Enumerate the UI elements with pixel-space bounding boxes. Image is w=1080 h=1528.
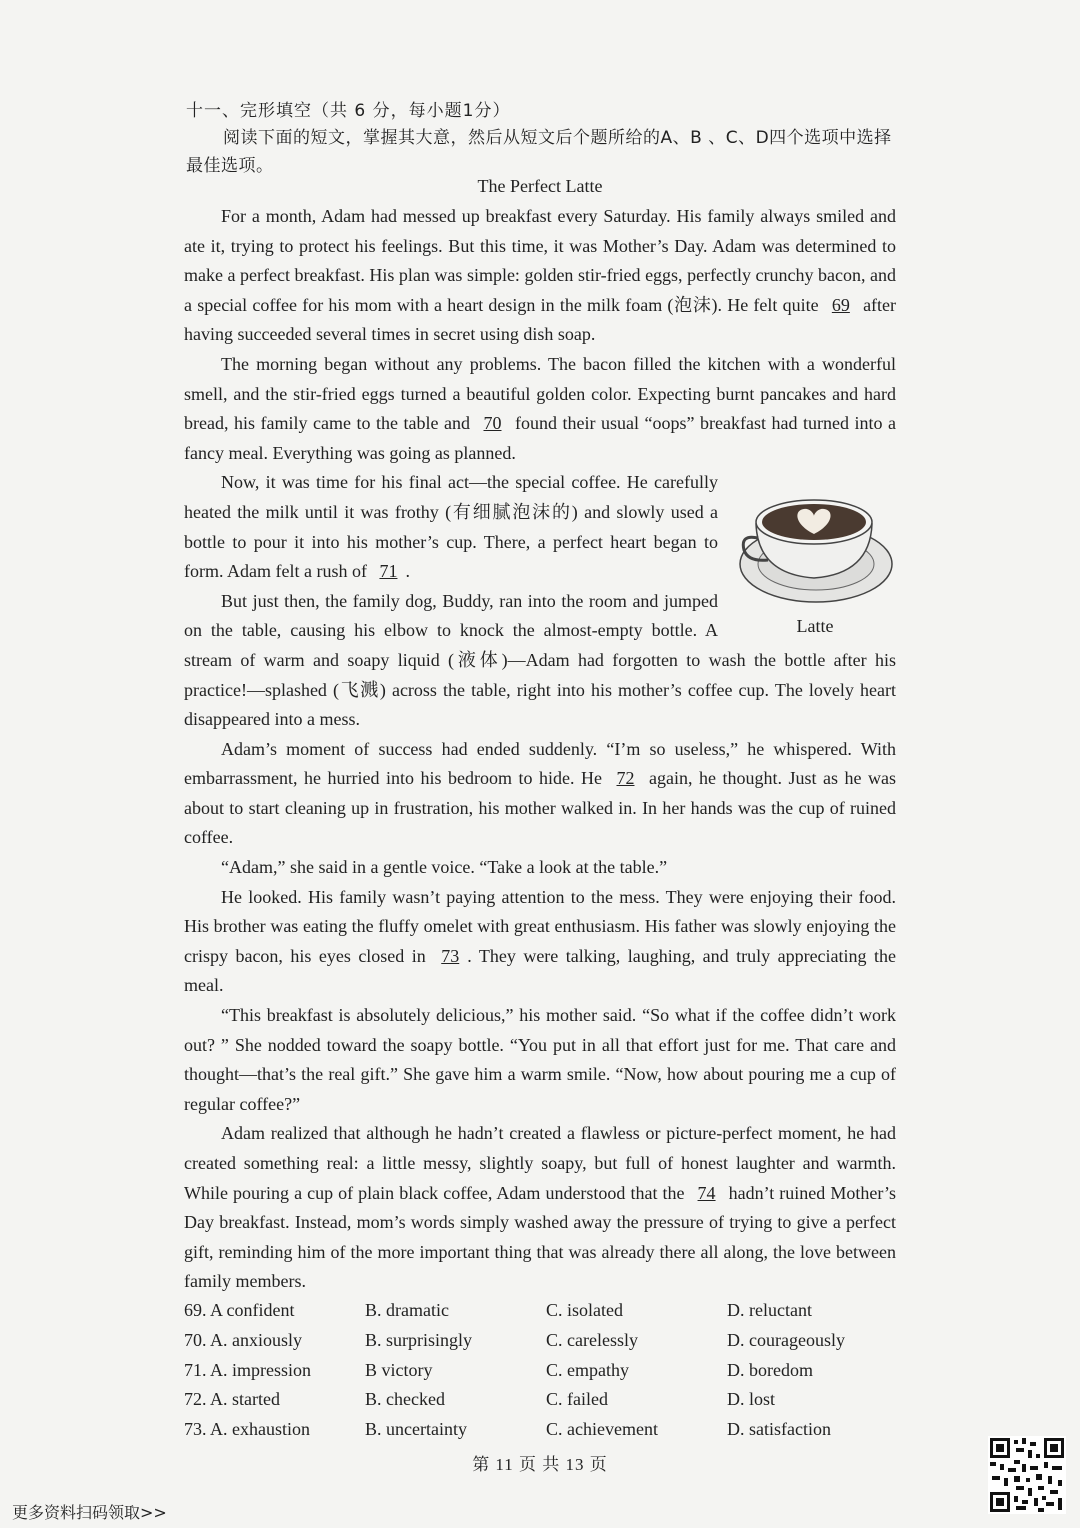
page-number: 第 11 页 共 13 页	[472, 1455, 608, 1474]
option: C. failed	[546, 1389, 608, 1410]
paragraph-1	[184, 202, 896, 350]
paragraph-text: He looked. His family wasn’t paying attention to the mess. They were enjoying their food. His brother was eating the fluffy omelet with great enthusiasm. His father was slowly enjoying the crispy bacon, his eyes closed in	[184, 886, 896, 966]
paragraph-text: again, he thought. Just as he was about to start cleaning up in frustration, his mother walked in. In her hands was the cup of ruined coffee.	[184, 768, 897, 848]
option: B. surprisingly	[365, 1330, 473, 1351]
instructions: 阅读下面的短文，掌握其大意，然后从短文后个题所给的A、B 、C、D四个选项中选择最佳选项。	[186, 128, 892, 176]
option: D. courageously	[727, 1330, 845, 1351]
blank-73: 73	[441, 945, 460, 966]
passage-title: The Perfect Latte	[477, 176, 603, 196]
more-resources-link[interactable]: 更多资料扫码领取>>	[12, 1503, 167, 1522]
option: C. isolated	[546, 1300, 623, 1321]
option: B. checked	[365, 1389, 445, 1410]
option: 73. A. exhaustion	[184, 1419, 310, 1440]
blank-72: 72	[616, 768, 635, 789]
blank-71: 71	[379, 561, 398, 582]
option: 71. A. impression	[184, 1359, 312, 1380]
paragraph-4: But just then, the family dog, Buddy, ran into the room and jumped on the table, causing his elbow to knock the almost-empty bottle. A stream of warm and soapy liquid (液体)—Adam had forgotten to wash the bottle after his practice!—splashed (飞溅) across the table, right into his mother’s coffee cup. The lovely heart disappeared into a mess.	[184, 590, 896, 730]
paragraph-text: Adam realized that although he hadn’t created a flawless or picture-perfect moment, he had created something real: a little messy, slightly soapy, but full of honest laughter and warmth. While pouring a cup of plain black coffee, Adam understood that the	[184, 1123, 896, 1203]
paragraph-7	[184, 883, 896, 1001]
paragraph-text: after having succeeded several times in secret using dish soap.	[184, 294, 897, 345]
option: D. reluctant	[727, 1300, 812, 1321]
paragraph-text: The morning began without any problems. The bacon filled the kitchen with a wonderful smell, and the stir-fried eggs turned a beautiful golden color. Expecting burnt pancakes and hard bread, his family came to the table and	[184, 353, 896, 434]
qr-code-icon[interactable]	[988, 1436, 1066, 1514]
option: 70. A. anxiously	[184, 1330, 303, 1351]
option: C. carelessly	[546, 1330, 638, 1351]
option: 72. A. started	[184, 1389, 280, 1410]
blank-70: 70	[483, 413, 502, 434]
question-71-options	[184, 1355, 914, 1385]
passage	[184, 202, 896, 1297]
option: B victory	[365, 1359, 433, 1380]
paragraph-text: Now, it was time for his final act—the special coffee. He carefully heated the milk until it was frothy (有细腻泡沫的) and slowly used a bottle to pour it into his mother’s cup. There, a perfect heart began to form. Adam felt a rush of	[184, 472, 718, 582]
paragraph-text: . They were talking, laughing, and truly appreciating the meal.	[184, 945, 896, 996]
section-title: 十一、完形填空（共 6 分，每小题1分）	[186, 101, 511, 121]
option: 69. A confident	[184, 1300, 295, 1321]
question-70-options	[184, 1326, 914, 1356]
option: D. lost	[727, 1389, 776, 1410]
answer-options	[184, 1296, 914, 1444]
latte-cup-illustration	[734, 476, 896, 608]
option: D. satisfaction	[727, 1419, 831, 1440]
paragraph-6: “Adam,” she said in a gentle voice. “Take a look at the table.”	[221, 857, 668, 878]
paragraph-text: .	[405, 561, 410, 582]
option: B. uncertainty	[365, 1419, 467, 1440]
paragraph-2	[184, 350, 896, 468]
option: B. dramatic	[365, 1300, 449, 1321]
paragraph-8: “This breakfast is absolutely delicious,” his mother said. “So what if the coffee didn’t work out? ” She nodded toward the soapy bottle. “You put in all that effort just for me. That care and thought—that’s the real gift.” She gave him a warm smile. “Now, how about pouring me a cup of regular coffee?”	[184, 1005, 896, 1114]
figure-caption: Latte	[796, 616, 834, 637]
blank-74: 74	[697, 1182, 716, 1203]
blank-69: 69	[831, 294, 850, 315]
option: C. empathy	[546, 1359, 629, 1380]
question-72-options	[184, 1385, 914, 1415]
paragraph-text: For a month, Adam had messed up breakfast every Saturday. His family always smiled and ate it, trying to protect his feelings. But this time, it was Mother’s Day. Adam was determined to make a perfect breakfast. His plan was simple: golden stir-fried eggs, perfectly crunchy bacon, and a special coffee for his mom with a heart design in the milk foam (泡沫). He felt quite	[184, 206, 896, 315]
question-73-options	[184, 1415, 914, 1445]
option: D. boredom	[727, 1359, 813, 1380]
latte-figure	[734, 476, 896, 644]
paragraph-5	[184, 735, 896, 853]
option: C. achievement	[546, 1419, 658, 1440]
question-69-options	[184, 1296, 914, 1326]
paragraph-text: hadn’t ruined Mother’s Day breakfast. Instead, mom’s words simply washed away the pressure of trying to give a perfect gift, reminding him of the more important thing that was already there all along, the love between family members.	[184, 1182, 896, 1292]
paragraph-9	[184, 1119, 896, 1297]
paragraph-text: Adam’s moment of success had ended suddenly. “I’m so useless,” he whispered. With embarrassment, he hurried into his bedroom to hide. He	[184, 738, 896, 789]
paragraph-text: found their usual “oops” breakfast had turned into a fancy meal. Everything was going as planned.	[184, 413, 896, 463]
